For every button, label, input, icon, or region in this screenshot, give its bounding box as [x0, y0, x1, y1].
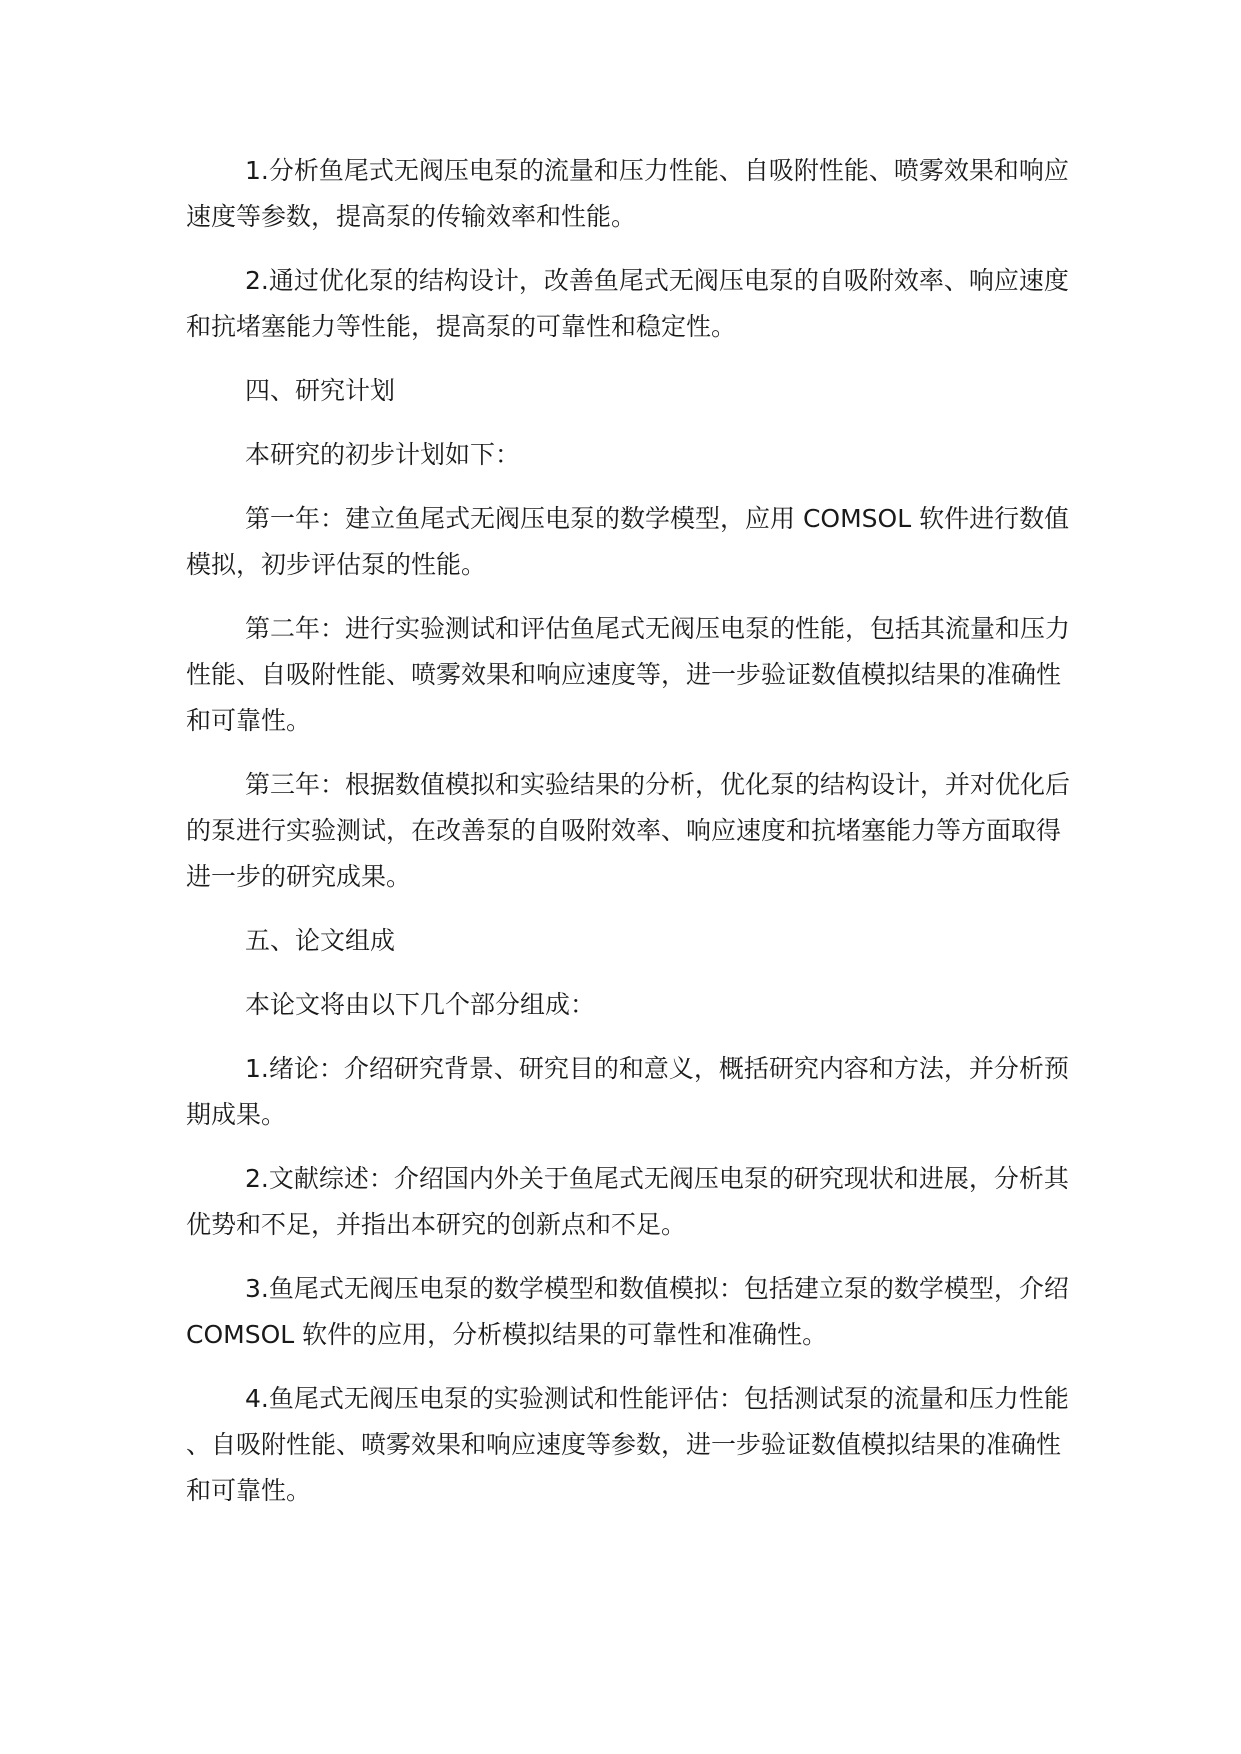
- section-heading-research-plan: 四、研究计划: [245, 376, 396, 405]
- paragraph-plan-year-2: 第二年：进行实验测试和评估鱼尾式无阀压电泵的性能，包括其流量和压力性能、自吸附性能、喷雾效果和响应速度等，进一步验证数值模拟结果的准确性和可靠性。: [186, 614, 1071, 735]
- paragraph-plan-year-3: 第三年：根据数值模拟和实验结果的分析，优化泵的结构设计，并对优化后的泵进行实验测试，在改善泵的自吸附效率、响应速度和抗堵塞能力等方面取得进一步的研究成果。: [186, 770, 1071, 891]
- paragraph-objective-1: 1.分析鱼尾式无阀压电泵的流量和压力性能、自吸附性能、喷雾效果和响应速度等参数，提高泵的传输效率和性能。: [186, 156, 1069, 231]
- paragraph-objective-2: 2.通过优化泵的结构设计，改善鱼尾式无阀压电泵的自吸附效率、响应速度和抗堵塞能力等性能，提高泵的可靠性和稳定性。: [186, 266, 1069, 341]
- paragraph-structure-4: 4.鱼尾式无阀压电泵的实验测试和性能评估：包括测试泵的流量和压力性能、自吸附性能、喷雾效果和响应速度等参数，进一步验证数值模拟结果的准确性和可靠性。: [186, 1384, 1069, 1505]
- paragraph-plan-year-1: 第一年：建立鱼尾式无阀压电泵的数学模型，应用 COMSOL 软件进行数值模拟，初步评估泵的性能。: [186, 504, 1070, 579]
- document-body: [186, 148, 1081, 1532]
- paragraph-structure-1: 1.绪论：介绍研究背景、研究目的和意义，概括研究内容和方法，并分析预期成果。: [186, 1054, 1069, 1129]
- paragraph-structure-intro: 本论文将由以下几个部分组成：: [245, 990, 596, 1019]
- paragraph-plan-intro: 本研究的初步计划如下：: [245, 440, 521, 469]
- paragraph-structure-3: 3.鱼尾式无阀压电泵的数学模型和数值模拟：包括建立泵的数学模型，介绍 COMSOL 软件的应用，分析模拟结果的可靠性和准确性。: [186, 1274, 1069, 1349]
- section-heading-thesis-structure: 五、论文组成: [245, 926, 396, 955]
- paragraph-structure-2: 2.文献综述：介绍国内外关于鱼尾式无阀压电泵的研究现状和进展，分析其优势和不足，并指出本研究的创新点和不足。: [186, 1164, 1069, 1239]
